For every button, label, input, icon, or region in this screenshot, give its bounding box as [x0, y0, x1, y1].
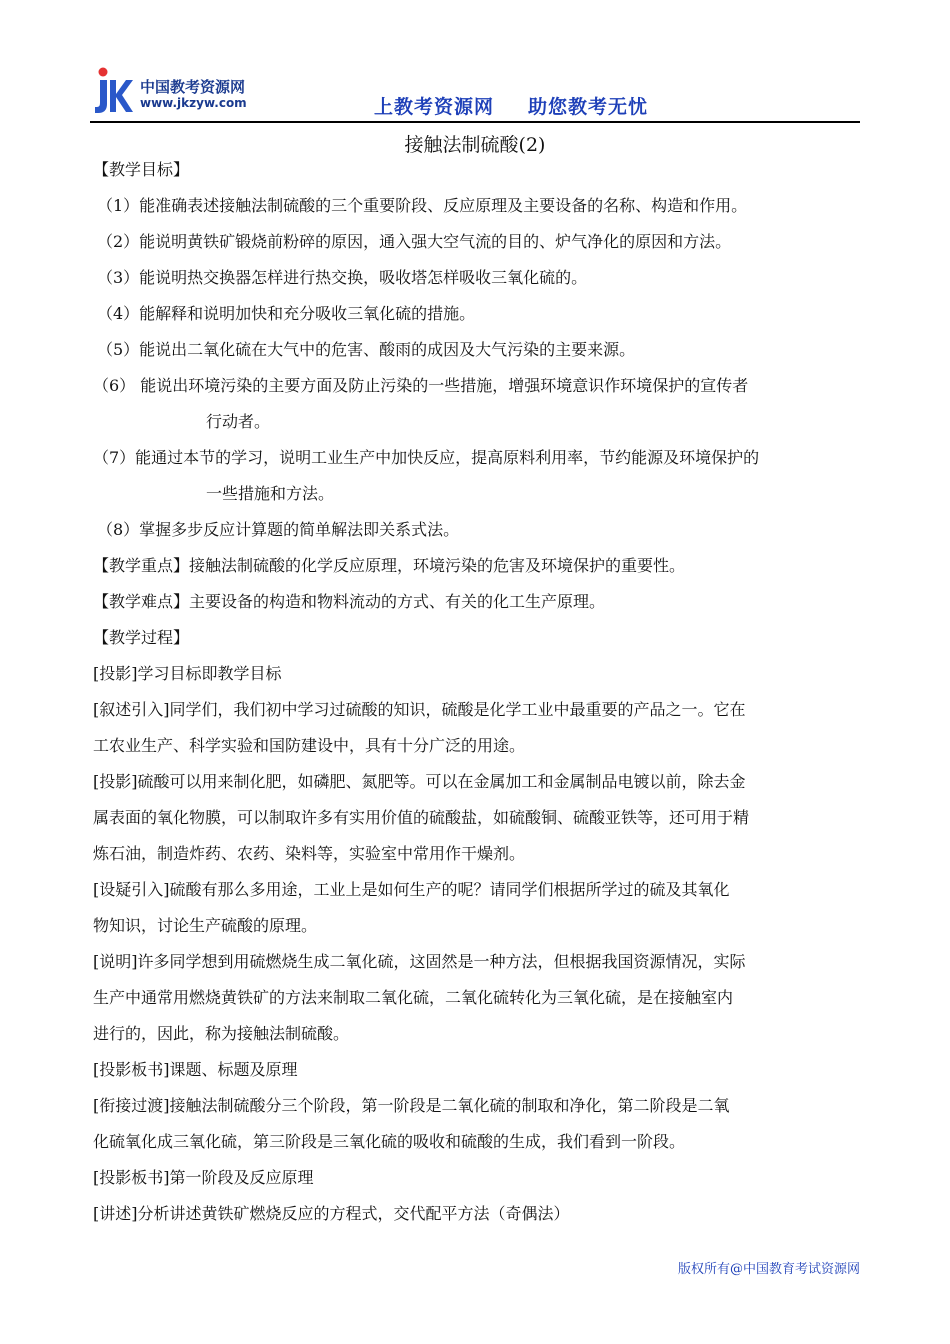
process-line: 物知识，讨论生产硫酸的原理。: [93, 916, 318, 935]
process-line: 生产中通常用燃烧黄铁矿的方法来制取二氧化硫，二氧化硫转化为三氧化硫，是在接触室内: [93, 988, 734, 1007]
process-line: 属表面的氧化物膜，可以制取许多有实用价值的硫酸盐，如硫酸铜、硫酸亚铁等，还可用于精: [93, 808, 750, 827]
objective-3: （3）能说明热交换器怎样进行热交换，吸收塔怎样吸收三氧化硫的。: [97, 268, 588, 287]
logo-site-url: www.jkzyw.com: [140, 96, 247, 110]
heading-process: 【教学过程】: [93, 628, 190, 647]
copyright-footer: 版权所有@中国教育考试资源网: [677, 1262, 860, 1277]
header-slogan: [374, 92, 648, 119]
process-line: [投影板书]课题、标题及原理: [93, 1060, 298, 1079]
process-line: [投影板书]第一阶段及反应原理: [93, 1168, 314, 1187]
process-line: [说明]许多同学想到用硫燃烧生成二氧化硫，这固然是一种方法，但根据我国资源情况，实际: [93, 952, 746, 971]
process-line: 进行的，因此，称为接触法制硫酸。: [93, 1024, 350, 1043]
header-divider: [90, 121, 860, 123]
objective-7: （7）能通过本节的学习，说明工业生产中加快反应，提高原料利用率，节约能源及环境保护的: [93, 448, 760, 467]
process-line: 工农业生产、科学实验和国防建设中，具有十分广泛的用途。: [93, 736, 526, 755]
difficult-points: 【教学难点】主要设备的构造和物料流动的方式、有关的化工生产原理。: [93, 592, 606, 611]
jk-logo-icon: [94, 66, 134, 116]
heading-objectives: 【教学目标】: [93, 160, 190, 179]
page-header: [90, 62, 860, 122]
key-points: 【教学重点】接触法制硫酸的化学反应原理，环境污染的危害及环境保护的重要性。: [93, 556, 686, 575]
objective-1: （1）能准确表述接触法制硫酸的三个重要阶段、反应原理及主要设备的名称、构造和作用。: [97, 196, 748, 215]
objective-6: （6） 能说出环境污染的主要方面及防止污染的一些措施，增强环境意识作环境保护的宣传者: [93, 376, 749, 395]
objective-5: （5）能说出二氧化硫在大气中的危害、酸雨的成因及大气污染的主要来源。: [97, 340, 636, 359]
process-line: [投影]硫酸可以用来制化肥，如磷肥、氮肥等。可以在金属加工和金属制品电镀以前，除去金: [93, 772, 746, 791]
process-line: [设疑引入]硫酸有那么多用途，工业上是如何生产的呢？请同学们根据所学过的硫及其氧化: [93, 880, 730, 899]
objective-4: （4）能解释和说明加快和充分吸收三氧化硫的措施。: [97, 304, 476, 323]
process-line: 化硫氧化成三氧化硫，第三阶段是三氧化硫的吸收和硫酸的生成，我们看到一阶段。: [93, 1132, 686, 1151]
document-title: 接触法制硫酸(2): [404, 134, 546, 156]
process-line: [衔接过渡]接触法制硫酸分三个阶段，第一阶段是二氧化硫的制取和净化，第二阶段是二氧: [93, 1096, 730, 1115]
process-line: [讲述]分析讲述黄铁矿燃烧反应的方程式，交代配平方法（奇偶法）: [93, 1204, 570, 1223]
objective-7-cont: 一些措施和方法。: [206, 484, 335, 503]
objective-8: （8）掌握多步反应计算题的简单解法即关系式法。: [97, 520, 460, 539]
slogan-right: 助您教考无忧: [528, 96, 649, 118]
document-body: [93, 152, 863, 1232]
process-line: 炼石油，制造炸药、农药、染料等，实验室中常用作干燥剂。: [93, 844, 526, 863]
objective-6-cont: 行动者。: [206, 412, 271, 431]
slogan-left: 上教考资源网: [374, 96, 495, 118]
process-line: [叙述引入]同学们，我们初中学习过硫酸的知识，硫酸是化学工业中最重要的产品之一。它在: [93, 700, 746, 719]
process-line: [投影]学习目标即教学目标: [93, 664, 282, 683]
logo-site-name: 中国教考资源网: [140, 78, 246, 96]
objective-2: （2）能说明黄铁矿锻烧前粉碎的原因，通入强大空气流的目的、炉气净化的原因和方法。: [97, 232, 732, 251]
